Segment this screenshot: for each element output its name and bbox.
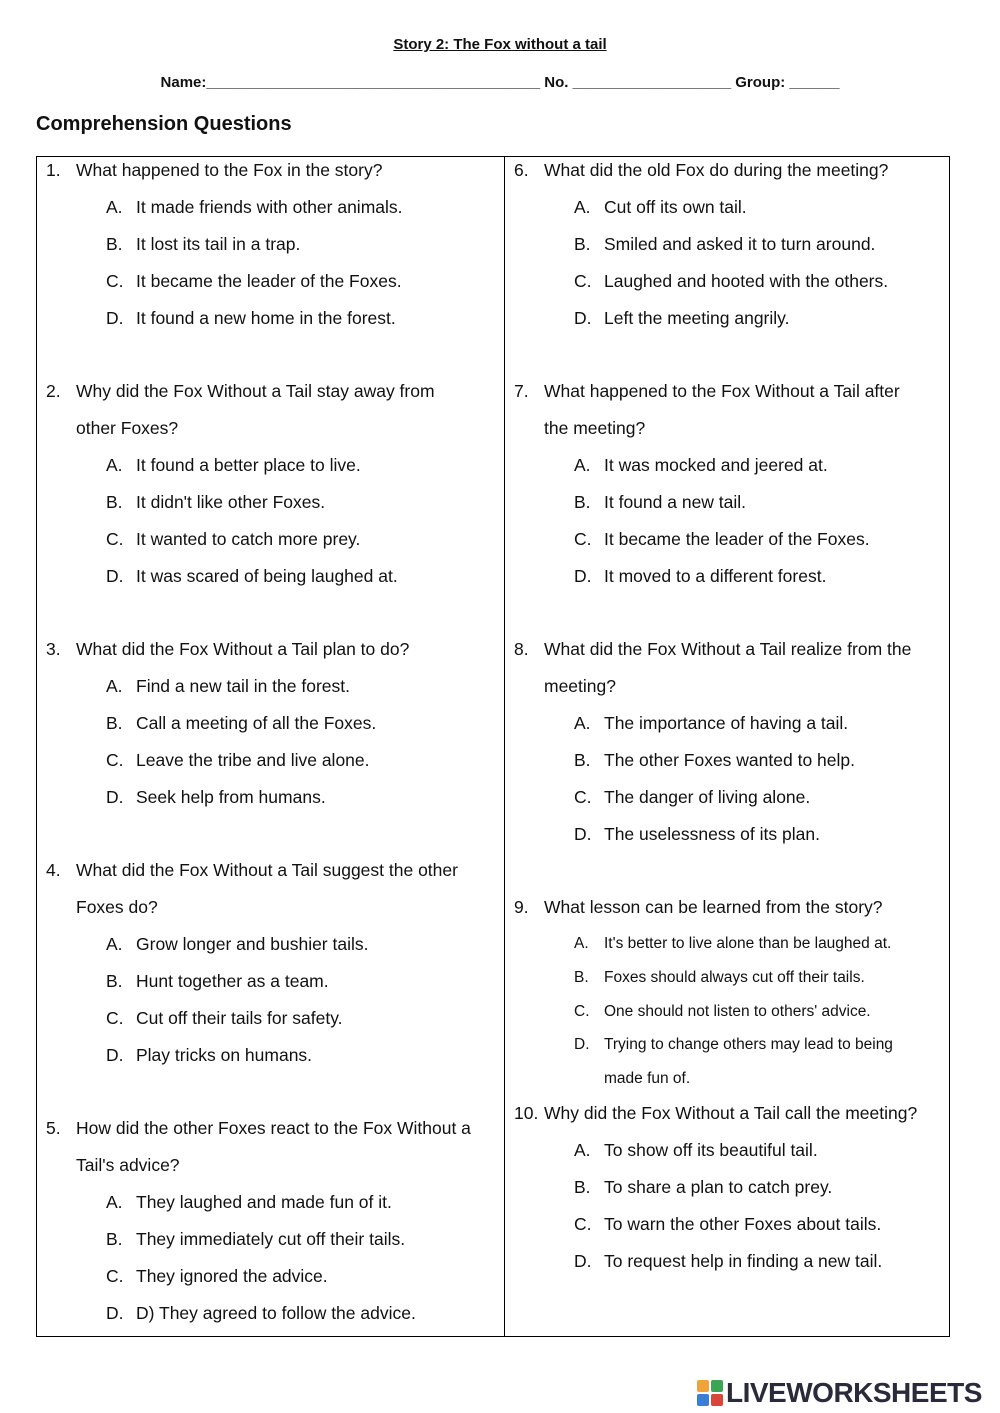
answer-option [505,563,949,600]
question-text: What did the old Fox do during the meeting? [544,160,889,180]
option-text: Cut off its own tail. [604,197,747,217]
question-number: 4. [46,860,61,880]
question-text: other Foxes? [76,418,179,438]
question-text: What happened to the Fox in the story? [76,160,383,180]
question-text: What lesson can be learned from the story? [544,897,883,917]
question-number: 6. [514,160,529,180]
option-letter: D. [106,308,124,328]
option-letter: D. [574,1251,592,1271]
question-line [37,636,504,673]
question-line [37,378,504,415]
question-8 [505,636,949,858]
question-number: 2. [46,381,61,401]
option-letter: C. [574,787,592,807]
question-1 [37,157,504,342]
answer-option [505,965,949,999]
question-text: What happened to the Fox Without a Tail after [544,381,900,401]
option-text: The other Foxes wanted to help. [604,750,855,770]
question-4 [37,857,504,1079]
answer-option [505,268,949,305]
section-heading: Comprehension Questions [36,113,292,135]
answer-option [37,784,504,821]
question-3 [37,636,504,821]
option-letter: D. [106,566,124,586]
question-line [505,894,949,931]
option-letter: D. [574,1036,590,1054]
questions-table [36,156,950,1337]
answer-option [505,305,949,342]
option-letter: A. [574,935,589,952]
answer-option [37,710,504,747]
answer-option [37,1263,504,1300]
option-text: Hunt together as a team. [136,971,329,991]
question-line [505,636,949,673]
answer-option [37,563,504,600]
option-letter: C. [106,1008,124,1028]
option-text: It was mocked and jeered at. [604,455,828,475]
question-number: 10. [514,1103,539,1123]
answer-option [37,1189,504,1226]
option-letter: D. [106,1045,124,1065]
answer-option [37,489,504,526]
answer-option [505,1174,949,1211]
option-letter: A. [574,713,591,733]
question-line [505,415,949,452]
option-letter: A. [106,1192,123,1212]
answer-option [505,784,949,821]
option-text: Trying to change others may lead to being [604,1036,893,1054]
question-line [37,1152,504,1189]
answer-option [505,747,949,784]
question-number: 5. [46,1118,61,1138]
answer-option [505,231,949,268]
option-text: Leave the tribe and live alone. [136,750,370,770]
question-number: 3. [46,639,61,659]
option-letter: D. [574,308,592,328]
option-letter: C. [106,750,124,770]
option-letter: A. [106,455,123,475]
option-letter: C. [574,529,592,549]
option-text: It became the leader of the Foxes. [604,529,870,549]
option-letter: A. [106,676,123,696]
answer-option [37,231,504,268]
option-letter: A. [106,197,123,217]
option-letter: C. [106,1266,124,1286]
option-text: Call a meeting of all the Foxes. [136,713,377,733]
question-line [37,157,504,194]
question-2 [37,378,504,600]
question-text: Why did the Fox Without a Tail call the meeting? [544,1103,918,1123]
option-letter: B. [574,492,591,512]
question-number: 1. [46,160,61,180]
answer-option [505,194,949,231]
answer-option [37,747,504,784]
option-letter: B. [574,968,589,986]
question-line [505,378,949,415]
liveworksheets-logo [696,1378,982,1408]
option-letter: B. [106,1229,123,1249]
answer-option [37,194,504,231]
option-text: It was scared of being laughed at. [136,566,398,586]
option-letter: A. [574,1140,591,1160]
option-text: Cut off their tails for safety. [136,1008,343,1028]
option-letter: A. [574,455,591,475]
question-7 [505,378,949,600]
answer-option [505,1066,949,1100]
option-text: D) They agreed to follow the advice. [136,1303,416,1323]
option-text: Foxes should always cut off their tails. [604,968,865,986]
question-line [505,1100,949,1137]
answer-option [37,1300,504,1337]
option-text: It made friends with other animals. [136,197,403,217]
answer-option [37,1042,504,1079]
answer-option [505,1248,949,1285]
answer-option [505,931,949,965]
option-letter: B. [574,234,591,254]
option-text: They immediately cut off their tails. [136,1229,406,1249]
option-letter: A. [574,197,591,217]
option-text: They ignored the advice. [136,1266,328,1286]
option-letter: B. [574,1177,591,1197]
option-letter: C. [574,271,592,291]
question-text: What did the Fox Without a Tail plan to do? [76,639,410,659]
question-text: What did the Fox Without a Tail suggest the other [76,860,458,880]
answer-option [505,452,949,489]
answer-option [37,526,504,563]
option-letter: B. [106,234,123,254]
option-text: It didn't like other Foxes. [136,492,326,512]
question-9 [505,894,949,1100]
question-text: meeting? [544,676,616,696]
option-text: To share a plan to catch prey. [604,1177,833,1197]
question-line [37,1115,504,1152]
option-text: It's better to live alone than be laughed at. [604,935,892,952]
option-text: To request help in finding a new tail. [604,1251,883,1271]
question-number: 9. [514,897,529,917]
answer-option [505,489,949,526]
question-line [37,857,504,894]
answer-option [37,452,504,489]
option-text: To show off its beautiful tail. [604,1140,818,1160]
answer-option [505,1137,949,1174]
liveworksheets-logo-icon [696,1379,724,1407]
answer-option [37,268,504,305]
option-letter: D. [574,566,592,586]
question-line [37,894,504,931]
option-text: They laughed and made fun of it. [136,1192,392,1212]
option-text: Grow longer and bushier tails. [136,934,369,954]
question-text: Tail's advice? [76,1155,180,1175]
answer-option [37,968,504,1005]
liveworksheets-brand-text: LIVEWORKSHEETS [726,1377,982,1408]
answer-option [505,1032,949,1066]
option-text: It became the leader of the Foxes. [136,271,402,291]
option-text: Left the meeting angrily. [604,308,790,328]
option-text: Find a new tail in the forest. [136,676,350,696]
option-text: It moved to a different forest. [604,566,827,586]
option-text: It lost its tail in a trap. [136,234,301,254]
answer-option [37,931,504,968]
option-text: Smiled and asked it to turn around. [604,234,876,254]
option-letter: D. [106,787,124,807]
option-text: The importance of having a tail. [604,713,849,733]
option-text: made fun of. [604,1070,691,1088]
question-10 [505,1100,949,1285]
option-text: It found a new home in the forest. [136,308,396,328]
option-letter: A. [106,934,123,954]
question-line [37,415,504,452]
option-text: The danger of living alone. [604,787,811,807]
answer-option [37,673,504,710]
option-letter: D. [106,1303,124,1323]
option-text: It found a better place to live. [136,455,361,475]
option-letter: B. [574,750,591,770]
option-text: The uselessness of its plan. [604,824,820,844]
question-5 [37,1115,504,1337]
option-text: One should not listen to others' advice. [604,1002,871,1020]
answer-option [505,821,949,858]
option-letter: C. [574,1002,590,1020]
question-6 [505,157,949,342]
answer-option [37,1005,504,1042]
question-text: Why did the Fox Without a Tail stay away from [76,381,435,401]
option-text: Laughed and hooted with the others. [604,271,889,291]
answer-option [505,526,949,563]
question-text: How did the other Foxes react to the Fox Without a [76,1118,471,1138]
option-text: It found a new tail. [604,492,747,512]
question-line [505,157,949,194]
worksheet-title: Story 2: The Fox without a tail [393,36,607,53]
option-letter: B. [106,971,123,991]
question-text: Foxes do? [76,897,158,917]
option-text: Seek help from humans. [136,787,326,807]
option-letter: C. [106,529,124,549]
option-letter: B. [106,492,123,512]
question-number: 7. [514,381,529,401]
option-letter: C. [574,1214,592,1234]
option-letter: C. [106,271,124,291]
answer-option [505,999,949,1033]
student-info-line: Name:________________________________________ No. ___________________ Group: ______ [160,74,840,91]
option-letter: D. [574,824,592,844]
answer-option [505,1211,949,1248]
option-text: It wanted to catch more prey. [136,529,361,549]
answer-option [37,1226,504,1263]
question-number: 8. [514,639,529,659]
option-letter: B. [106,713,123,733]
option-text: Play tricks on humans. [136,1045,313,1065]
answer-option [37,305,504,342]
question-text: What did the Fox Without a Tail realize from the [544,639,912,659]
question-line [505,673,949,710]
option-text: To warn the other Foxes about tails. [604,1214,882,1234]
question-text: the meeting? [544,418,646,438]
answer-option [505,710,949,747]
